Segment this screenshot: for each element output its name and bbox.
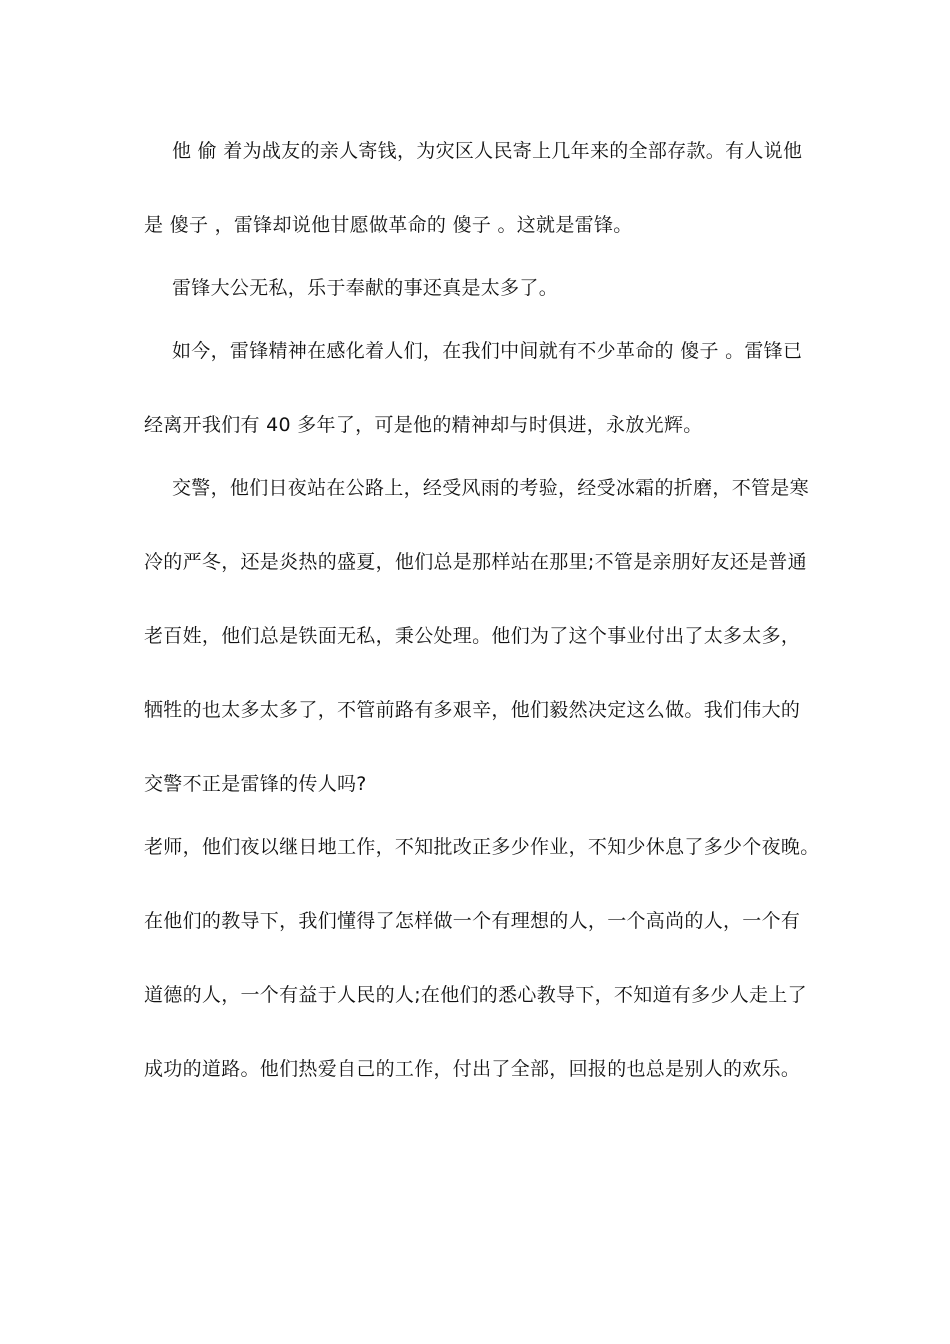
text-line: 老百姓，他们总是铁面无私，秉公处理。他们为了这个事业付出了太多太多， (144, 625, 801, 647)
text-line: 交警不正是雷锋的传人吗? (144, 773, 367, 795)
text-line: 他 偷 着为战友的亲人寄钱，为灾区人民寄上几年来的全部存款。有人说他 (172, 140, 803, 162)
text-line: 成功的道路。他们热爱自己的工作，付出了全部，回报的也总是别人的欢乐。 (144, 1058, 801, 1080)
text-line: 在他们的教导下，我们懂得了怎样做一个有理想的人，一个高尚的人，一个有 (144, 910, 801, 932)
text-line: 道德的人，一个有益于人民的人;在他们的悉心教导下，不知道有多少人走上了 (144, 984, 807, 1006)
text-line: 交警，他们日夜站在公路上，经受风雨的考验，经受冰霜的折磨，不管是寒 (172, 477, 809, 499)
text-line: 如今，雷锋精神在感化着人们，在我们中间就有不少革命的 傻子 。雷锋已 (172, 340, 803, 362)
text-line: 经离开我们有 40 多年了，可是他的精神却与时俱进，永放光辉。 (144, 414, 703, 436)
text-line: 冷的严冬，还是炎热的盛夏，他们总是那样站在那里;不管是亲朋好友还是普通 (144, 551, 807, 573)
text-line: 是 傻子 ，雷锋却说他甘愿做革命的 傻子 。这就是雷锋。 (144, 214, 633, 236)
text-line: 老师，他们夜以继日地工作，不知批改正多少作业，不知少休息了多少个夜晚。 (144, 836, 820, 858)
text-line: 牺牲的也太多太多了，不管前路有多艰辛，他们毅然决定这么做。我们伟大的 (144, 699, 801, 721)
text-line: 雷锋大公无私，乐于奉献的事还真是太多了。 (172, 277, 559, 299)
